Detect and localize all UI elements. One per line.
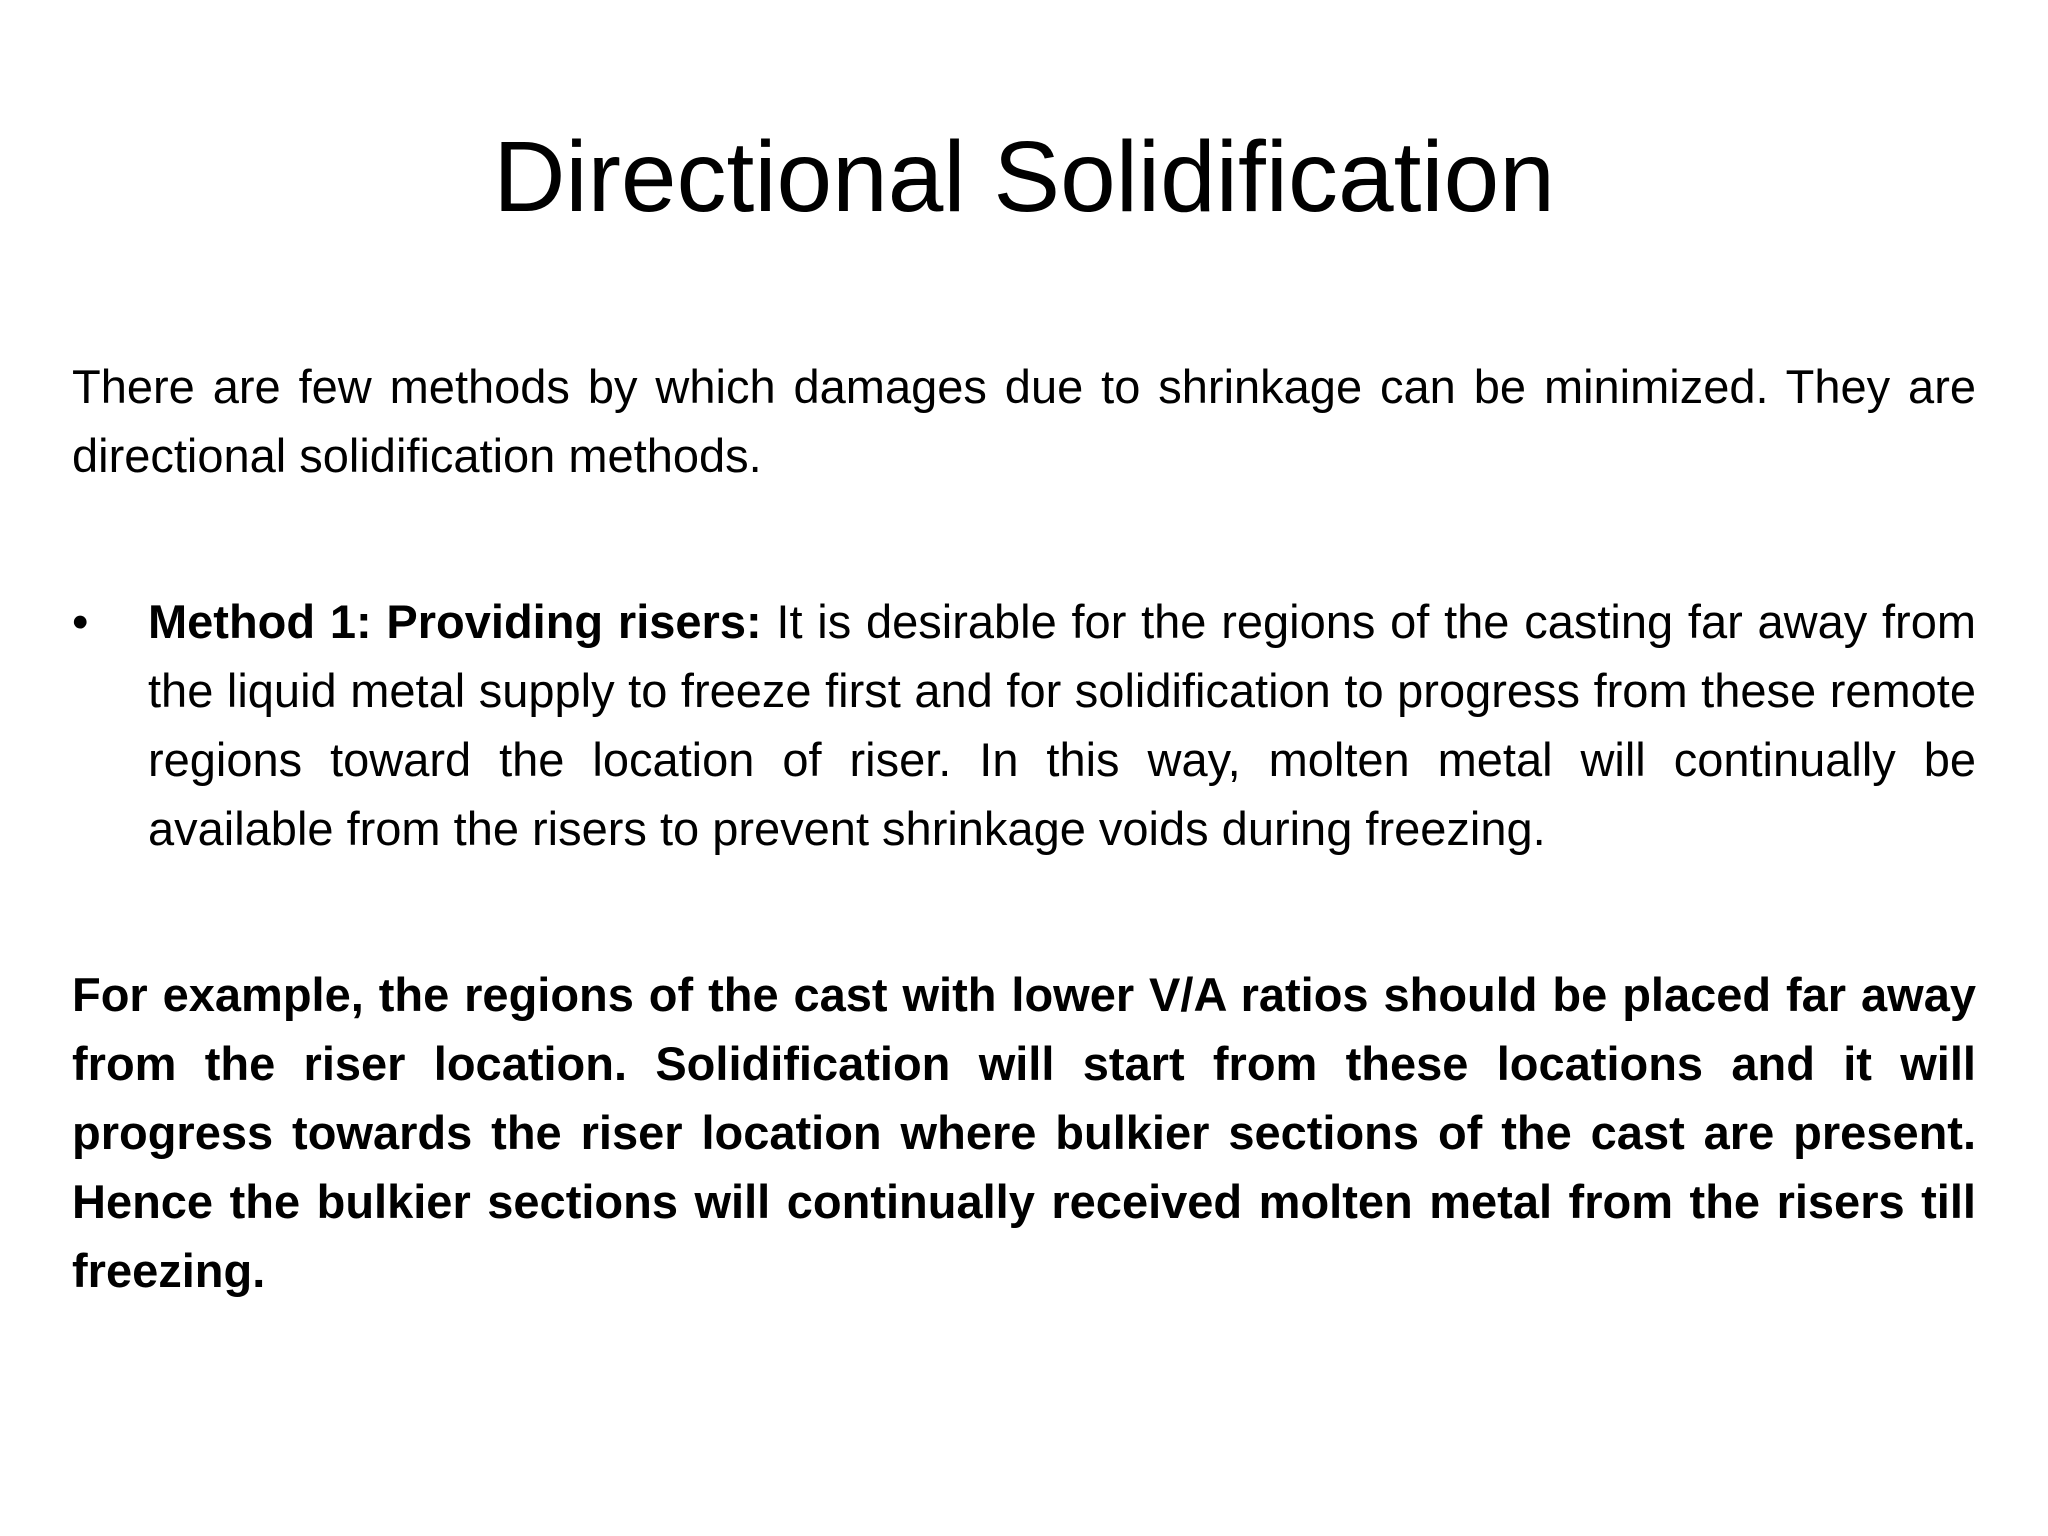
intro-paragraph: There are few methods by which damages due to shrinkage can be minimized. They are directional solidification methods. bbox=[72, 360, 1976, 482]
bullet-label: Method 1: Providing risers: bbox=[148, 595, 762, 648]
slide-body bbox=[72, 352, 1976, 1305]
bullet-text: It is desirable for the regions of the casting far away from the liquid metal supply to freeze first and for solidification to progress from these remote regions toward the location of riser. In this way, molten metal will continually be available from the risers to prevent shrinkage voids during freezing. bbox=[148, 595, 1977, 855]
bullet-item-method-1 bbox=[72, 587, 1976, 863]
bullet-icon: • bbox=[72, 595, 89, 648]
bullet-paragraph bbox=[148, 587, 1976, 863]
example-paragraph: For example, the regions of the cast with lower V/A ratios should be placed far away from the riser location. Solidification will start from these locations and it will progress towards the riser location where bulkier sections of the cast are present. Hence the bulkier sections will continually received molten metal from the risers till freezing. bbox=[72, 968, 1976, 1297]
slide-title: Directional Solidification bbox=[493, 121, 1555, 233]
